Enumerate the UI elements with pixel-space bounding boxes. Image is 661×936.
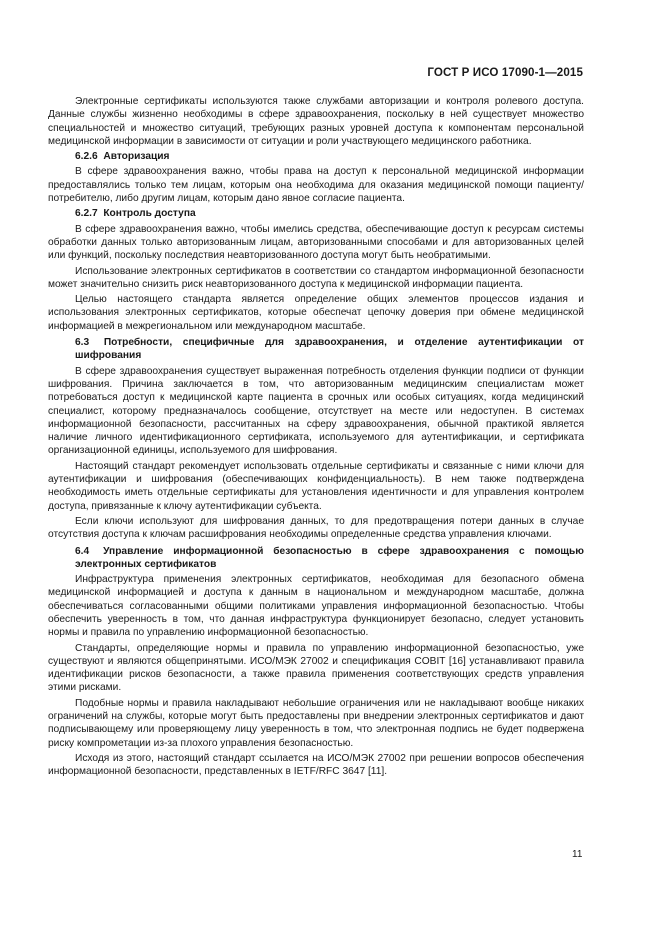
document-header: ГОСТ Р ИСО 17090-1—2015	[427, 66, 583, 79]
paragraph-6-4-1: Инфраструктура применения электронных сертификатов, необходимая для безопасного обмена медицинской информацией и доступа к данным в национальном и международном масштабе, должна обеспечиваться согласованными общими политиками управления информационной безопасностью. Чтобы обеспечить уверенность в том, что данная инфраструктура функционирует безопасно, следует установить нормы и правила по управлению информационной безопасностью.	[48, 574, 584, 639]
paragraph-6-2-6: В сфере здравоохранения важно, чтобы права на доступ к персональной медицинской информации предоставлялись только тем лицам, которым она необходима для оказания медицинской помощи пациенту/потребителю, либо другим лицам, которым дано явное согласие пациента.	[48, 166, 584, 205]
paragraph-6-4-2: Стандарты, определяющие нормы и правила по управлению информационной безопасностью, уже существуют и являются общепринятыми. ИСО/МЭК 27002 и спецификация COBIT [16] устанавливают правила идентификации рисков безопасности, а также правила применения соответствующих средств управления этими рисками.	[48, 642, 584, 694]
section-heading-6-4	[48, 545, 584, 572]
section-title: Контроль доступа	[103, 208, 196, 220]
section-number: 6.2.7	[75, 208, 98, 220]
section-heading-6-3	[48, 336, 584, 363]
section-title: Потребности, специфичные для здравоохранения, и отделение аутентификации от шифрования	[75, 337, 584, 362]
section-title: Авторизация	[103, 151, 170, 163]
paragraph-6-3-2: Настоящий стандарт рекомендует использовать отдельные сертификаты и связанные с ними ключи для аутентификации и шифрования (обеспечивающих конфиденциальность). В нем также подтверждена необходимость иметь отдельные сертификаты для установления идентичности и для управления контролем доступа, привязанные к ключу аутентификации субъекта.	[48, 460, 584, 512]
section-number: 6.2.6	[75, 151, 98, 163]
paragraph-6-4-4: Исходя из этого, настоящий стандарт ссылается на ИСО/МЭК 27002 при решении вопросов обеспечения информационной безопасности, представленных в IETF/RFC 3647 [11].	[48, 752, 584, 778]
section-heading-6-2-6	[48, 150, 584, 163]
paragraph-6-2-7-2: Использование электронных сертификатов в соответствии со стандартом информационной безопасности может значительно снизить риск неавторизованного доступа к медицинской информации пациента.	[48, 265, 584, 290]
page-number: 11	[572, 849, 583, 860]
section-heading-6-2-7	[48, 207, 584, 220]
section-number: 6.3	[75, 337, 90, 349]
section-number: 6.4	[75, 545, 90, 557]
paragraph-6-3-1: В сфере здравоохранения существует выраженная потребность отделения функции подписи от функции шифрования. Причина заключается в том, что авторизованным медицинским специалистам может потребоваться доступ к медицинской карте пациента в срочных или особых ситуациях, когда медицинский специалист, которому предназначалось сообщение, отсутствует на месте или недоступен. В системах информационной безопасности, рассчитанных на сферу здравоохранения, обычной практикой является наличие личного идентификационного сертификата, используемого для аутентификации, и сертификата организационной единицы, используемого для шифрования.	[48, 365, 584, 457]
paragraph-6-2-7-3: Целью настоящего стандарта является определение общих элементов процессов издания и использования электронных сертификатов, которые обеспечат цепочку доверия при обмене медицинской информацией в межрегиональном или международном масштабе.	[48, 294, 584, 332]
paragraph-6-3-3: Если ключи используют для шифрования данных, то для предотвращения потери данных в случае отсутствия доступа к ключам расшифрования необходимы определенные средства управления ключами.	[48, 515, 584, 541]
paragraph-intro: Электронные сертификаты используются также службами авторизации и контроля ролевого доступа. Данные службы жизненно необходимы в сфере здравоохранения, поскольку в ней существует множество специальностей и множество ситуаций, требующих разных уровней доступа к компонентам персональной медицинской информации в зависимости от ситуации и роли участвующего медицинского работника.	[48, 96, 584, 147]
paragraph-6-2-7-1: В сфере здравоохранения важно, чтобы имелись средства, обеспечивающие доступ к ресурсам системы обработки данных только авторизованным лицам, авторизованными способами и для авторизованных целей или функций, поскольку последствия неавторизованного доступа могут быть необратимыми.	[48, 223, 584, 262]
section-title: Управление информационной безопасностью в сфере здравоохранения с помощью электронных сертификатов	[75, 545, 584, 570]
paragraph-6-4-3: Подобные нормы и правила накладывают небольшие ограничения или не накладывают вообще никаких ограничений на службы, которые могут быть предоставлены при внедрении электронных сертификатов и дают подписывающему или проверяющему лицу уверенность в том, что электронная подпись не будет подвержена риску компрометации из-за плохого управления безопасностью.	[48, 697, 584, 749]
document-body	[48, 95, 584, 781]
